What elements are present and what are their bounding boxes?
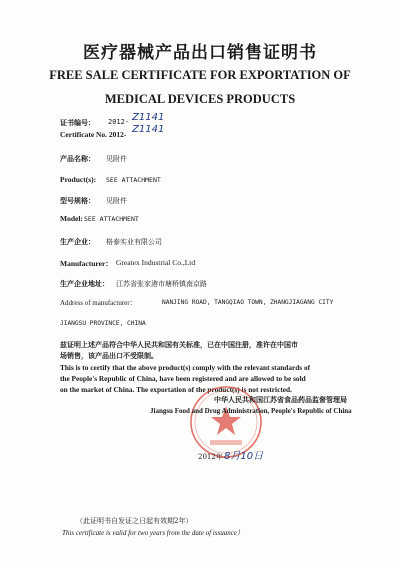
validity-en: This certificate is valid for two years from the date of issuance） xyxy=(62,529,244,537)
product-en-value: SEE ATTACHMENT xyxy=(106,176,161,184)
addr-en-value-1: NANJING ROAD, TANGQIAO TOWN, ZHANGJIAGANG CITY xyxy=(162,299,334,306)
title-chinese: 医疗器械产品出口销售证明书 xyxy=(83,43,317,63)
cert-no-en-value: No. 2012- xyxy=(96,130,127,139)
cert-statement-en-3: on the market of China. The exportation of the product(s) is not restricted. xyxy=(60,385,292,394)
maker-en-label: Manufacturer： xyxy=(60,259,113,268)
issue-date-prefix: 2012年 xyxy=(198,453,223,461)
title-english-line-2: MEDICAL DEVICES PRODUCTS xyxy=(104,92,296,106)
product-en-label: Product(s): xyxy=(60,175,97,184)
addr-cn-value: 江苏省张家港市塘桥镇南京路 xyxy=(116,280,207,288)
model-en-value: SEE ATTACHMENT xyxy=(84,215,139,223)
model-en-label: Model: xyxy=(60,214,83,223)
issue-date-handwritten: 8月10日 xyxy=(224,451,264,462)
product-cn-value: 见附件 xyxy=(106,155,127,163)
maker-cn-label: 生产企业： xyxy=(60,237,95,246)
addr-cn-label: 生产企业地址： xyxy=(60,279,109,288)
validity-cn: （此证明书自发证之日起有效期2年） xyxy=(76,517,193,525)
cert-no-cn-value: 2012- xyxy=(108,118,130,126)
cert-no-handwritten-2: Z1141 xyxy=(132,124,165,135)
maker-cn-value: 格泰实业有限公司 xyxy=(106,238,162,246)
model-cn-label: 型号规格： xyxy=(60,196,95,205)
cert-no-en-label: Certificate xyxy=(60,130,95,139)
product-cn-label: 产品名称： xyxy=(60,154,95,163)
cert-statement-en-1: This is to certify that the above product(s) comply with the relevant standards of xyxy=(60,363,311,372)
title-english-line-1: FREE SALE CERTIFICATE FOR EXPORTATION OF xyxy=(49,68,351,82)
cert-no-cn-label: 证书编号： xyxy=(60,118,95,127)
cert-statement-cn-1: 兹证明上述产品符合中华人民共和国有关标准，已在中国注册，准许在中国市 xyxy=(60,340,298,349)
maker-en-value: Greatex Industrial Co.,Ltd xyxy=(116,258,196,267)
cert-no-handwritten-1: Z1141 xyxy=(132,112,165,123)
addr-en-value-2: JIANGSU PROVINCE, CHINA xyxy=(60,320,146,327)
cert-statement-en-2: the People's Republic of China, have been registered and are allowed to be sold xyxy=(60,374,306,383)
issuer-en: Jiangsu Food and Drug Administration, People's Republic of China xyxy=(150,407,352,415)
cert-statement-cn-2: 场销售，该产品出口不受限制。 xyxy=(60,351,158,360)
issuer-cn: 中华人民共和国江苏省食品药品监督管理局 xyxy=(214,395,347,404)
addr-en-label: Address of manufacturer： xyxy=(60,299,137,307)
model-cn-value: 见附件 xyxy=(106,197,127,205)
